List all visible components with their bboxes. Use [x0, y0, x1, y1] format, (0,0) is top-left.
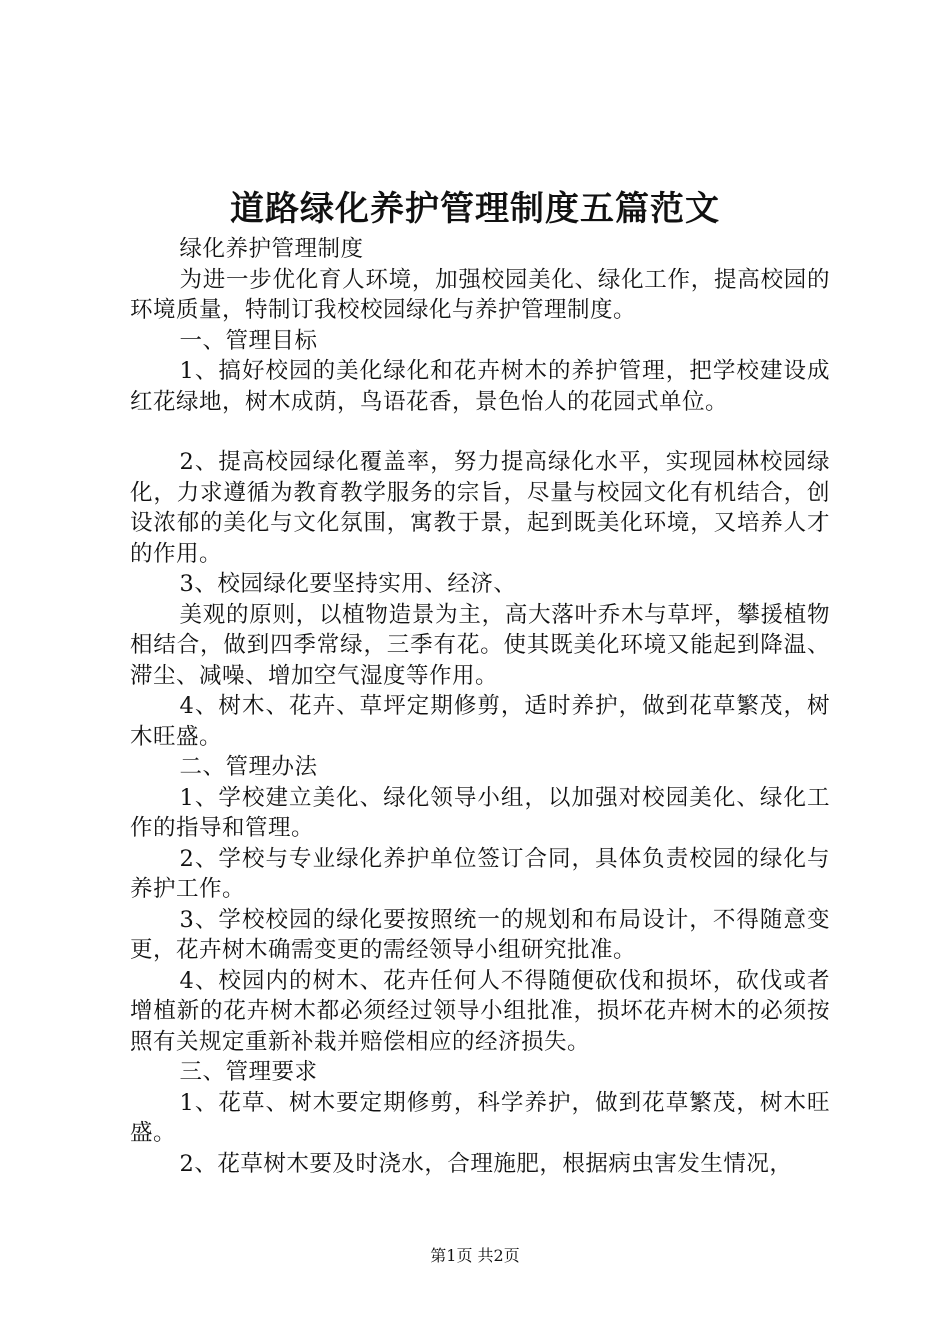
- paragraph-method-2: 2、学校与专业绿化养护单位签订合同，具体负责校园的绿化与养护工作。: [130, 845, 830, 902]
- paragraph-goal-2: 2、提高校园绿化覆盖率，努力提高绿化水平，实现园林校园绿化，力求遵循为教育教学服务的宗旨，尽量与校园文化有机结合，创设浓郁的美化与文化氛围，寓教于景，起到既美化环境，又培养人才的作用。: [130, 449, 830, 567]
- paragraph-goal-3: 3、校园绿化要坚持实用、经济、: [179, 571, 517, 597]
- paragraph-method-4: 4、校园内的树木、花卉任何人不得随便砍伐和损坏，砍伐或者增植新的花卉树木都必须经过领导小组批准，损坏花卉树木的必须按照有关规定重新补栽并赔偿相应的经济损失。: [130, 967, 830, 1055]
- paragraph-goal-3-continued: 美观的原则，以植物造景为主，高大落叶乔木与草坪，攀援植物相结合，做到四季常绿，三季有花。使其既美化环境又能起到降温、滞尘、减噪、增加空气湿度等作用。: [130, 601, 830, 689]
- page-footer: 第1页 共2页: [430, 1246, 520, 1265]
- paragraph-goal-1: 1、搞好校园的美化绿化和花卉树木的养护管理，把学校建设成红花绿地，树木成荫，鸟语花香，景色怡人的花园式单位。: [130, 358, 830, 415]
- document-body: [130, 234, 830, 1179]
- section-heading-requirements: 三、管理要求: [179, 1059, 318, 1085]
- paragraph-requirement-2: 2、花草树木要及时浇水，合理施肥，根据病虫害发生情况，: [179, 1150, 793, 1177]
- paragraph-spacer: [130, 417, 830, 447]
- paragraph-method-1: 1、学校建立美化、绿化领导小组，以加强对校园美化、绿化工作的指导和管理。: [130, 784, 830, 841]
- paragraph-goal-4: 4、树木、花卉、草坪定期修剪，适时养护，做到花草繁茂，树木旺盛。: [130, 693, 830, 750]
- section-heading-methods: 二、管理办法: [179, 754, 318, 780]
- paragraph-intro: 为进一步优化育人环境，加强校园美化、绿化工作，提高校园的环境质量，特制订我校校园绿化与养护管理制度。: [130, 266, 830, 323]
- paragraph-method-3: 3、学校校园的绿化要按照统一的规划和布局设计，不得随意变更，花卉树木确需变更的需经领导小组研究批准。: [130, 906, 830, 963]
- paragraph-requirement-1: 1、花草、树木要定期修剪，科学养护，做到花草繁茂，树木旺盛。: [130, 1089, 830, 1146]
- paragraph-system-name: 绿化养护管理制度: [179, 236, 364, 262]
- document-title: 道路绿化养护管理制度五篇范文: [230, 189, 720, 229]
- section-heading-goals: 一、管理目标: [179, 327, 318, 354]
